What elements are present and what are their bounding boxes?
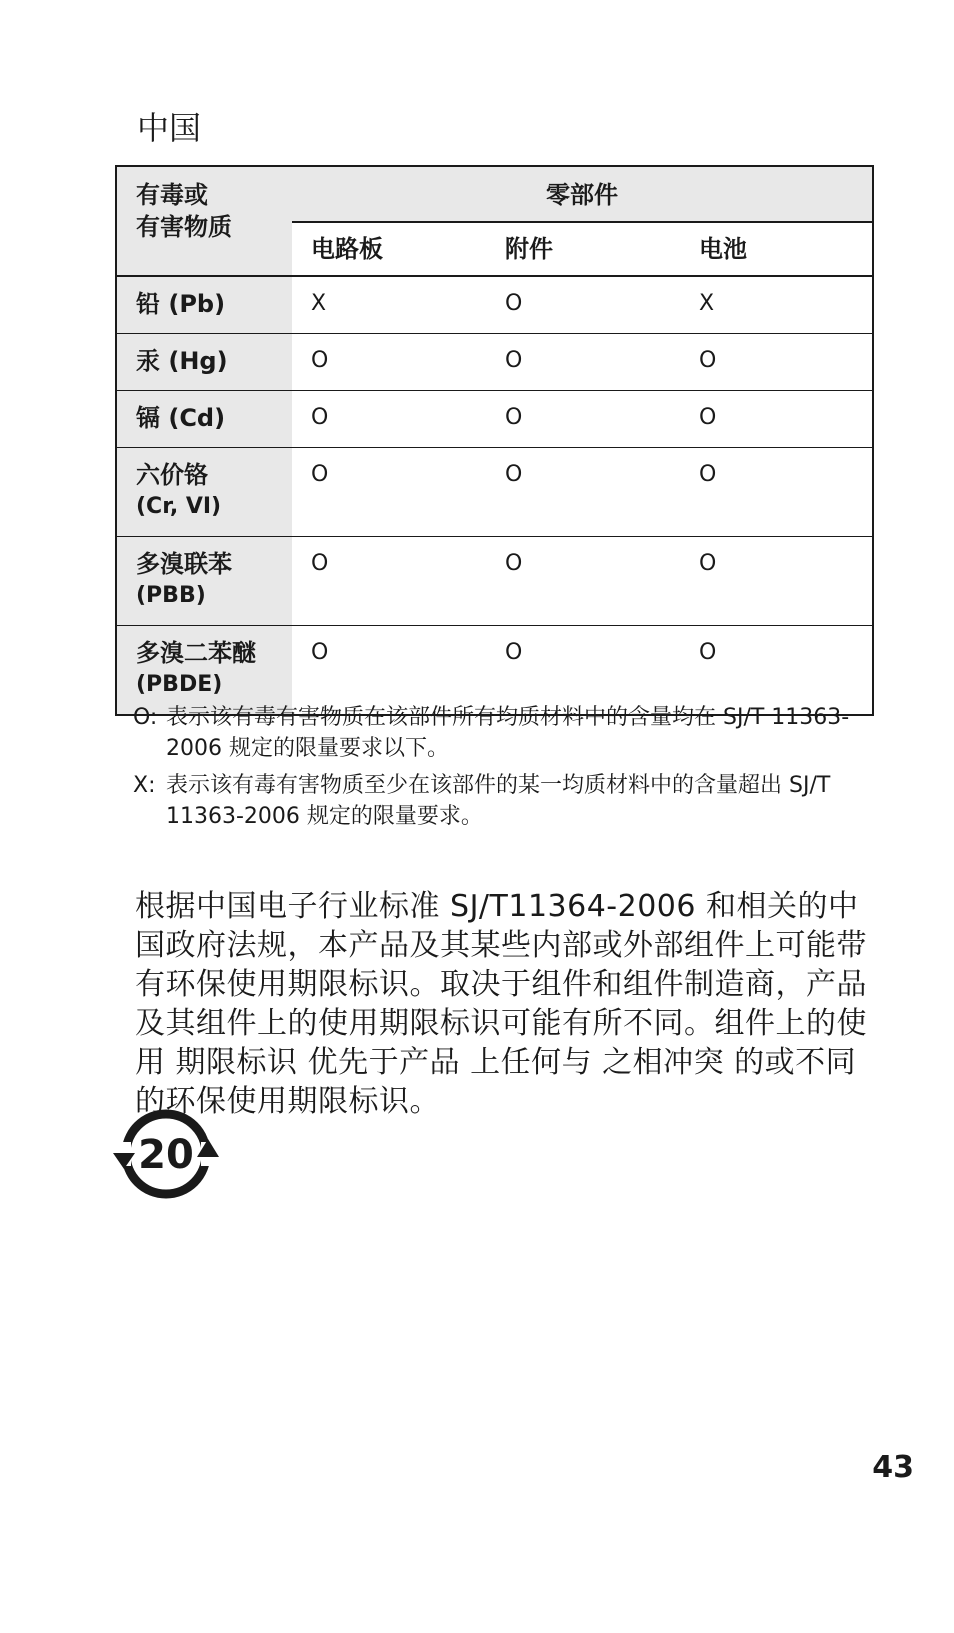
value-cell: O: [680, 334, 873, 391]
value-cell: O: [292, 537, 486, 626]
substance-column-header: [116, 166, 292, 276]
substance-cell: [116, 391, 292, 448]
table-row: [116, 448, 873, 537]
substance-cell: [116, 537, 292, 626]
table-row: [116, 334, 873, 391]
parts-column-header: 零部件: [292, 166, 873, 222]
value-cell: O: [311, 640, 329, 665]
section-title: 中国: [137, 109, 202, 147]
value-cell: O: [505, 640, 523, 665]
value-cell: O: [486, 448, 680, 537]
value-cell: O: [680, 448, 873, 537]
note-text: 表示该有毒有害物质在该部件所有均质材料中的含量均在 SJ/T 11363-2006 规定的限量要求以下。: [166, 705, 850, 761]
note-key: O:: [133, 705, 158, 730]
value-cell: O: [699, 640, 717, 665]
table-row: [116, 276, 873, 334]
substance-name: 六价铬: [136, 461, 208, 489]
substance-header-line2: 有害物质: [136, 213, 232, 241]
table-notes: [133, 702, 853, 838]
note-text: 表示该有毒有害物质至少在该部件的某一均质材料中的含量超出 SJ/T 11363-2006 规定的限量要求。: [166, 773, 831, 829]
value-cell: X: [292, 276, 486, 334]
note-o: [133, 702, 853, 764]
substance-cell: [116, 276, 292, 334]
substance-code: (Cr, VI): [136, 494, 222, 519]
table-row: [116, 537, 873, 626]
environment-friendly-use-period-icon: [113, 1107, 219, 1201]
value-cell: O: [680, 537, 873, 626]
substance-name: 汞 (Hg): [136, 347, 228, 375]
substance-cell: [116, 334, 292, 391]
environmental-period-paragraph: 根据中国电子行业标准 SJ/T11364-2006 和相关的中国政府法规，本产品及其某些内部或外部组件上可能带有环保使用期限标识。取决于组件和组件制造商，产品及其组件上的使用期限标识可能有所不同。组件上的使用 期限标识 优先于产品 上任何与 之相冲突 的或不同的环保使用期限标识。: [135, 889, 867, 1119]
value-cell: O: [292, 391, 486, 448]
value-cell: O: [486, 276, 680, 334]
substance-code: (PBDE): [136, 672, 223, 697]
part-header-accessory: 附件: [486, 222, 680, 276]
value-cell: O: [292, 448, 486, 537]
value-cell: O: [486, 334, 680, 391]
table-header-row: [116, 166, 873, 222]
value-cell: O: [292, 334, 486, 391]
note-x: [133, 770, 853, 832]
value-cell: O: [680, 391, 873, 448]
substance-cell: [116, 448, 292, 537]
substance-name: 多溴联苯: [136, 550, 232, 578]
substance-name: 铅 (Pb): [136, 290, 226, 318]
page-number: 43: [872, 1450, 914, 1485]
substance-name: 多溴二苯醚: [136, 639, 256, 667]
value-cell: O: [486, 391, 680, 448]
logo-number: 20: [138, 1132, 194, 1178]
value-cell: O: [486, 537, 680, 626]
part-header-battery: 电池: [680, 222, 873, 276]
hazardous-substances-table: [115, 165, 874, 716]
substance-code: (PBB): [136, 583, 206, 608]
part-header-circuit-board: 电路板: [292, 222, 486, 276]
substance-header-line1: 有毒或: [136, 181, 208, 209]
substance-name: 镉 (Cd): [136, 404, 226, 432]
note-key: X:: [133, 773, 156, 798]
value-cell: X: [680, 276, 873, 334]
table-row: [116, 391, 873, 448]
